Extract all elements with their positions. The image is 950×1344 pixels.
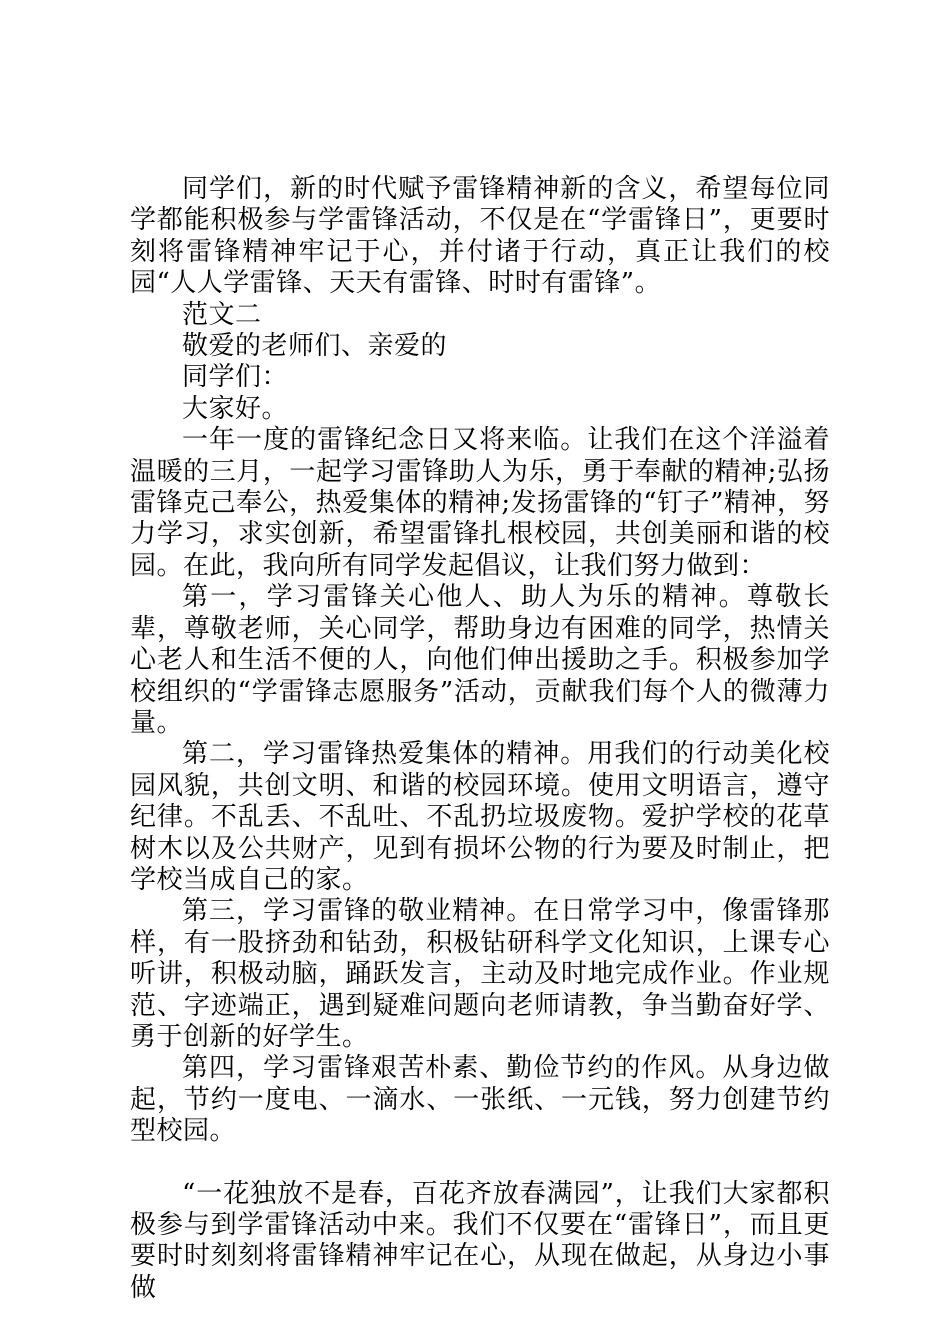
salutation-line: 敬爱的老师们、亲爱的 bbox=[182, 331, 448, 362]
document-page bbox=[130, 174, 830, 1304]
paragraph-body: 一年一度的雷锋纪念日又将来临。让我们在这个洋溢着温暖的三月，一起学习雷锋助人为乐，勇于奉献的精神;弘扬雷锋克己奉公，热爱集体的精神;发扬雷锋的“钉子”精神，努力学习，求实创新，希望雷锋扎根校园，共创美丽和谐的校园。在此，我向所有同学发起倡议，让我们努力做到： bbox=[130, 425, 830, 581]
section-heading: 范文二 bbox=[182, 299, 262, 330]
paragraph-point-1: 第一，学习雷锋关心他人、助人为乐的精神。尊敬长辈，尊敬老师，关心同学，帮助身边有困难的同学，热情关心老人和生活不便的人，向他们伸出援助之手。积极参加学校组织的“学雷锋志愿服务”活动，贡献我们每个人的微薄力量。 bbox=[130, 582, 830, 738]
paragraph-closing: “一花独放不是春，百花齐放春满园”，让我们大家都积极参与到学雷锋活动中来。我们不仅要在“雷锋日”，而且更要时时刻刻将雷锋精神牢记在心，从现在做起，从身边小事做 bbox=[130, 1178, 830, 1303]
paragraph-intro: 同学们，新的时代赋予雷锋精神新的含义，希望每位同学都能积极参与学雷锋活动，不仅是在“学雷锋日”，更要时刻将雷锋精神牢记于心，并付诸于行动，真正让我们的校园“人人学雷锋、天天有雷锋、时时有雷锋”。 bbox=[130, 174, 830, 299]
paragraph-point-3: 第三，学习雷锋的敬业精神。在日常学习中，像雷锋那样，有一股挤劲和钻劲，积极钻研科学文化知识，上课专心听讲，积极动脑，踊跃发言，主动及时地完成作业。作业规范、字迹端正，遇到疑难问题向老师请教，争当勤奋好学、勇于创新的好学生。 bbox=[130, 896, 830, 1052]
paragraph-point-4: 第四，学习雷锋艰苦朴素、勤俭节约的作风。从身边做起，节约一度电、一滴水、一张纸、一元钱，努力创建节约型校园。 bbox=[130, 1053, 830, 1147]
paragraph-point-2: 第二，学习雷锋热爱集体的精神。用我们的行动美化校园风貌，共创文明、和谐的校园环境。使用文明语言，遵守纪律。不乱丢、不乱吐、不乱扔垃圾废物。爱护学校的花草树木以及公共财产，见到有损坏公物的行为要及时制止，把学校当成自己的家。 bbox=[130, 739, 830, 895]
salutation-line: 同学们： bbox=[182, 362, 289, 393]
greeting-line: 大家好。 bbox=[182, 393, 289, 424]
